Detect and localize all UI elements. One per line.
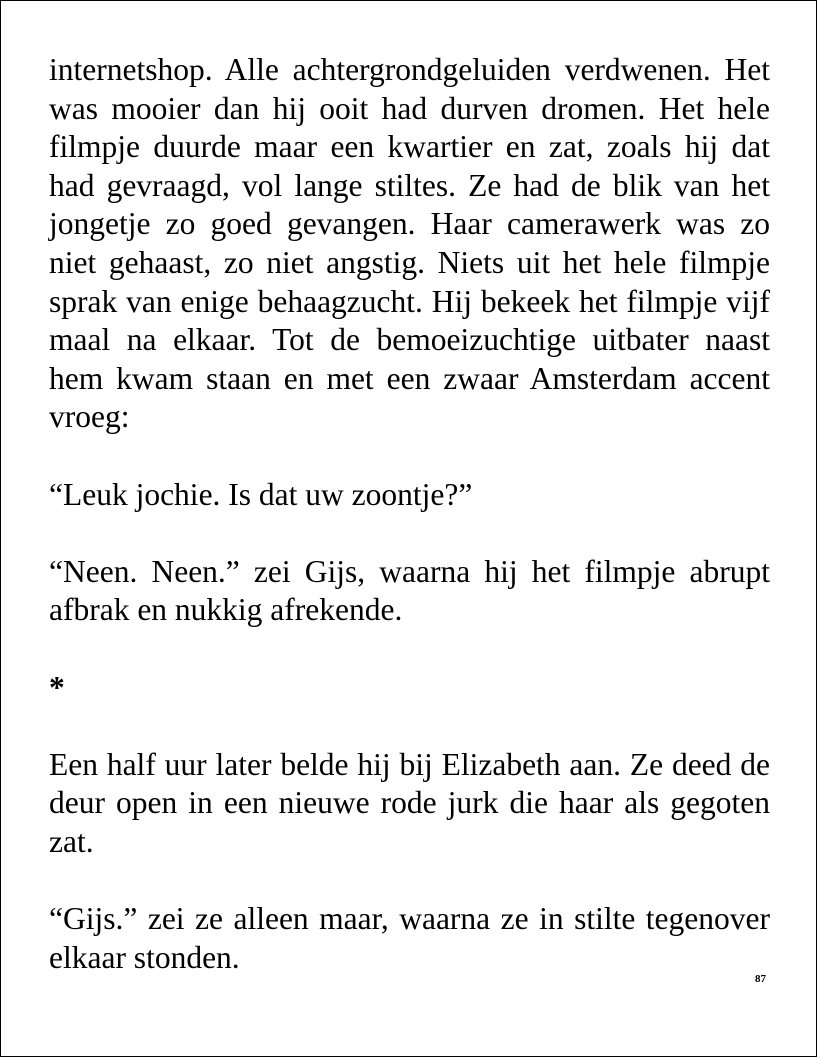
- paragraph-half-uur-later: Een half uur later belde hij bij Elizabeth aan. Ze deed de deur open in een nieuwe rode jurk die haar als gegoten zat.: [49, 746, 770, 859]
- body-text: [49, 51, 770, 977]
- page-number: 87: [755, 973, 766, 985]
- paragraph-gijs: “Gijs.” zei ze alleen maar, waarna ze in stilte tegenover elkaar stonden.: [49, 901, 770, 975]
- paragraph-internetshop: internetshop. Alle achtergrondgeluiden verdwenen. Het was mooier dan hij ooit had durven dromen. Het hele filmpje duurde maar een kwartier en zat, zoals hij dat had gevraagd, vol lange stiltes. Ze had de blik van het jongetje zo goed gevangen. Haar camerawerk was zo niet gehaast, zo niet angstig. Niets uit het hele filmpje sprak van enige behaagzucht. Hij bekeek het filmpje vijf maal na elkaar. Tot de bemoeizuchtige uitbater naast hem kwam staan en met een zwaar Amsterdam accent vroeg:: [49, 52, 770, 435]
- paragraph-neen: “Neen. Neen.” zei Gijs, waarna hij het filmpje abrupt afbrak en nukkig afrekende.: [49, 553, 770, 628]
- paragraph-leuk-jochie: “Leuk jochie. Is dat uw zoontje?”: [49, 476, 473, 512]
- section-separator: *: [49, 669, 65, 705]
